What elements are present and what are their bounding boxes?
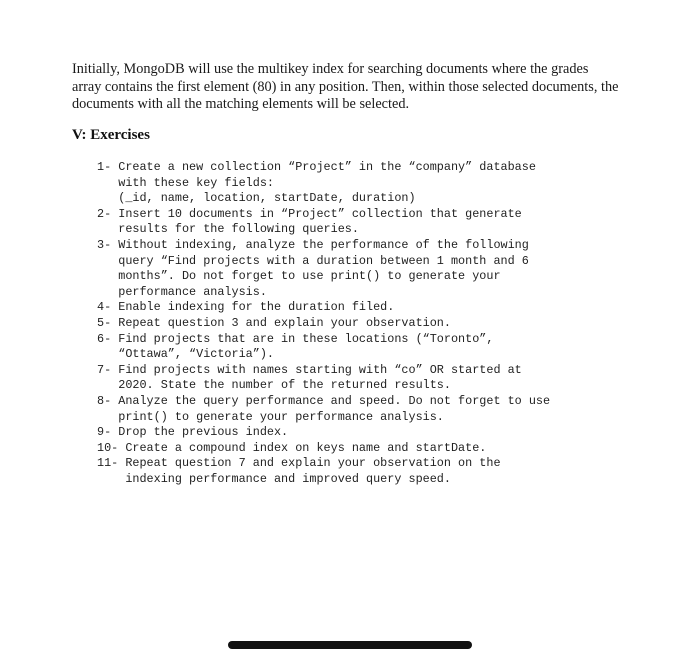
exercise-line: 2020. State the number of the returned results.: [97, 378, 451, 393]
exercise-line: 1- Create a new collection “Project” in the “company” database: [97, 160, 536, 174]
exercise-line: 2- Insert 10 documents in “Project” collection that generate: [97, 206, 522, 221]
exercise-line: 5- Repeat question 3 and explain your observation.: [97, 315, 451, 330]
intro-paragraph: Initially, MongoDB will use the multikey index for searching documents where the grades array contains the first element (80) in any position. Then, within those selected documents, the documents with all the matching elements will be selected.: [72, 61, 619, 112]
exercise-line: 11- Repeat question 7 and explain your observation on the: [97, 456, 501, 471]
exercise-line: print() to generate your performance analysis.: [97, 409, 444, 424]
exercise-line: 9- Drop the previous index.: [97, 425, 289, 440]
exercise-line: 10- Create a compound index on keys name and startDate.: [97, 440, 487, 455]
exercise-line: months”. Do not forget to use print() to generate your: [97, 269, 501, 284]
exercise-line: results for the following queries.: [97, 222, 359, 237]
exercise-list: [97, 160, 617, 487]
exercise-line: “Ottawa”, “Victoria”).: [97, 347, 274, 362]
exercise-line: performance analysis.: [97, 284, 267, 299]
exercise-line: 6- Find projects that are in these locations (“Toronto”,: [97, 331, 494, 346]
exercise-line: with these key fields:: [97, 175, 274, 190]
section-heading: V: Exercises: [72, 127, 150, 143]
home-indicator-bar[interactable]: [228, 641, 472, 649]
exercise-line: 8- Analyze the query performance and speed. Do not forget to use: [97, 393, 551, 408]
exercise-line: 3- Without indexing, analyze the performance of the following: [97, 237, 529, 252]
exercise-line: (_id, name, location, startDate, duration): [97, 191, 416, 206]
exercise-line: 7- Find projects with names starting with “co” OR started at: [97, 362, 522, 377]
exercise-line: query “Find projects with a duration between 1 month and 6: [97, 253, 529, 268]
exercise-line: indexing performance and improved query speed.: [97, 471, 451, 486]
exercise-line: 4- Enable indexing for the duration filed.: [97, 300, 395, 315]
